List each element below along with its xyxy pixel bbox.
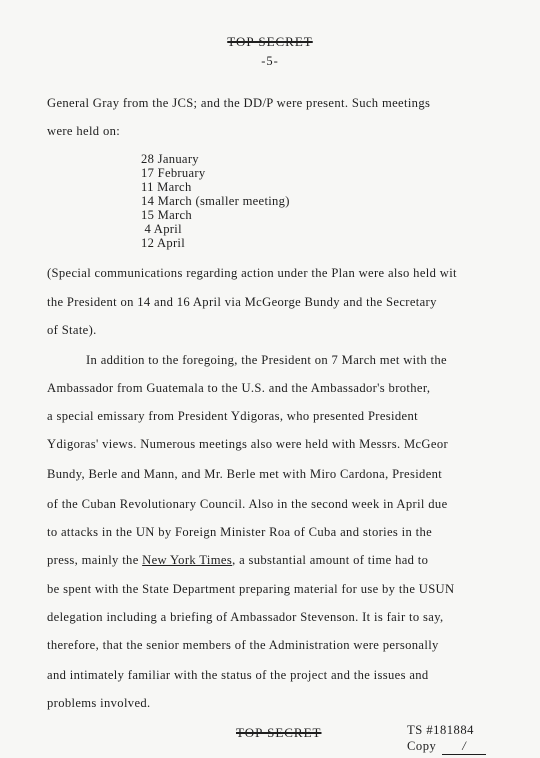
meeting-date: 12 April [141,236,186,250]
page-number: -5- [261,54,279,68]
paragraph2-line: a special emissary from President Ydigoras, who presented President [47,409,418,423]
copy-label: Copy [407,739,437,753]
paragraph2-text: , a substantial amount of time had to [232,553,429,567]
intro-line-2: were held on: [47,124,121,138]
intro-line-1: General Gray from the JCS; and the DD/P were present. Such meetings [47,96,431,110]
newspaper-title: New York Times [142,553,233,567]
meeting-date: 14 March (smaller meeting) [141,194,290,208]
ts-number: TS #181884 [407,723,474,737]
header-classification-text: TOP SECRET [227,34,313,49]
copy-number: / [442,739,486,755]
paragraph2-line: Ydigoras' views. Numerous meetings also were held with Messrs. McGeor [47,437,449,451]
paragraph1-line: (Special communications regarding action under the Plan were also held wit [47,266,457,280]
header-classification [0,34,540,50]
paragraph2-line: Ambassador from Guatemala to the U.S. and the Ambassador's brother, [47,381,431,395]
paragraph1-line: of State). [47,323,97,337]
paragraph2-line: problems involved. [47,696,151,710]
meeting-date: 11 March [141,180,192,194]
paragraph2-line: be spent with the State Department preparing material for use by the USUN [47,582,455,596]
paragraph2-text: press, mainly the [47,553,143,567]
footer-classification: TOP SECRET [236,725,322,740]
paragraph2-line: delegation including a briefing of Ambassador Stevenson. It is fair to say, [47,610,444,624]
paragraph2-line: In addition to the foregoing, the President on 7 March met with the [86,353,447,367]
paragraph2-line: Bundy, Berle and Mann, and Mr. Berle met with Miro Cardona, President [47,467,443,481]
copy-line [407,739,486,755]
paragraph2-line: to attacks in the UN by Foreign Minister Roa of Cuba and stories in the [47,525,433,539]
meeting-date: 17 February [141,166,206,180]
meeting-date: 4 April [141,222,182,236]
paragraph2-line [47,553,428,568]
paragraph2-line: of the Cuban Revolutionary Council. Also in the second week in April due [47,497,448,511]
meeting-date: 15 March [141,208,193,222]
paragraph1-line: the President on 14 and 16 April via McGeorge Bundy and the Secretary [47,295,437,309]
meeting-date: 28 January [141,152,199,166]
paragraph2-line: and intimately familiar with the status of the project and the issues and [47,668,429,682]
paragraph2-line: therefore, that the senior members of the Administration were personally [47,638,439,652]
